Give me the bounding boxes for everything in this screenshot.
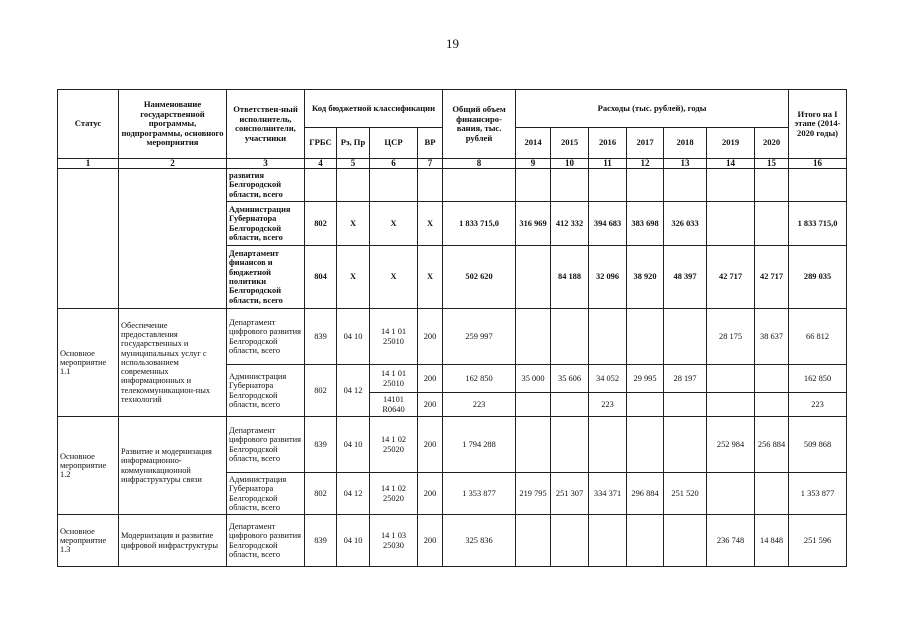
total-volume-cell: [443, 169, 516, 202]
year-value: 251 520: [664, 473, 707, 515]
responsible-cell: Департамент финансов и бюджетной политики Белгородской области, всего: [227, 246, 305, 309]
year-value: 34 052: [589, 365, 627, 393]
status-cell: [58, 169, 119, 309]
grbs-cell: 802: [305, 365, 337, 417]
header-rz-pr: Рз, Пр: [337, 128, 370, 159]
header-expenses: Расходы (тыс. рублей), годы: [516, 90, 789, 128]
header-itogo: Итого на I этапе (2014-2020 годы): [789, 90, 847, 159]
vr-cell: Х: [418, 202, 443, 246]
responsible-cell: Департамент цифрового развития Белгородской области, всего: [227, 515, 305, 567]
vr-cell: 200: [418, 309, 443, 365]
year-value: 223: [589, 393, 627, 417]
year-value: [755, 169, 789, 202]
itogo-cell: 66 812: [789, 309, 847, 365]
year-value: [664, 169, 707, 202]
column-number-row: [58, 159, 847, 169]
year-value: [755, 365, 789, 393]
grbs-cell: 802: [305, 202, 337, 246]
year-value: [516, 246, 551, 309]
vr-cell: 200: [418, 393, 443, 417]
year-value: 48 397: [664, 246, 707, 309]
col-number: 11: [589, 159, 627, 169]
header-responsible: Ответствен-ный исполнитель, соисполнители, участники: [227, 90, 305, 159]
col-number: 10: [551, 159, 589, 169]
total-volume-cell: 162 850: [443, 365, 516, 393]
year-value: [551, 309, 589, 365]
year-value: [627, 417, 664, 473]
page-number: 19: [446, 36, 459, 51]
table-row: [58, 515, 847, 567]
year-value: [755, 393, 789, 417]
status-cell: Основное мероприятие 1.2: [58, 417, 119, 515]
year-value: [589, 169, 627, 202]
table-row: [58, 417, 847, 473]
year-value: [516, 309, 551, 365]
itogo-cell: 162 850: [789, 365, 847, 393]
vr-cell: 200: [418, 515, 443, 567]
rz-pr-cell: [337, 169, 370, 202]
year-value: 35 000: [516, 365, 551, 393]
total-volume-cell: 223: [443, 393, 516, 417]
year-value: [664, 417, 707, 473]
header-vr: ВР: [418, 128, 443, 159]
vr-cell: Х: [418, 246, 443, 309]
itogo-cell: 509 868: [789, 417, 847, 473]
measure-name-cell: [119, 169, 227, 309]
header-grbs: ГРБС: [305, 128, 337, 159]
rz-pr-cell: Х: [337, 202, 370, 246]
col-number: 7: [418, 159, 443, 169]
header-name: Наименование государственной программы, подпрограммы, основного мероприятия: [119, 90, 227, 159]
year-value: [755, 473, 789, 515]
year-value: [551, 417, 589, 473]
year-value: [551, 169, 589, 202]
responsible-cell: Департамент цифрового развития Белгородской области, всего: [227, 309, 305, 365]
total-volume-cell: 325 836: [443, 515, 516, 567]
total-volume-cell: 259 997: [443, 309, 516, 365]
year-value: 412 332: [551, 202, 589, 246]
col-number: 12: [627, 159, 664, 169]
measure-name-cell: Развитие и модернизация информационно-коммуникационной инфраструктуры связи: [119, 417, 227, 515]
year-value: [707, 393, 755, 417]
year-value: 42 717: [707, 246, 755, 309]
responsible-cell: Администрация Губернатора Белгородской области, всего: [227, 202, 305, 246]
grbs-cell: 839: [305, 417, 337, 473]
total-volume-cell: 502 620: [443, 246, 516, 309]
year-value: [589, 309, 627, 365]
year-value: 334 371: [589, 473, 627, 515]
rz-pr-cell: 04 12: [337, 473, 370, 515]
year-value: 252 984: [707, 417, 755, 473]
csr-cell: 14 1 01 25010: [370, 365, 418, 393]
year-value: 28 175: [707, 309, 755, 365]
responsible-cell: Администрация Губернатора Белгородской области, всего: [227, 365, 305, 417]
header-year: 2017: [627, 128, 664, 159]
csr-cell: 14 1 02 25020: [370, 473, 418, 515]
responsible-cell: развития Белгородской области, всего: [227, 169, 305, 202]
year-value: 326 033: [664, 202, 707, 246]
status-cell: Основное мероприятие 1.1: [58, 309, 119, 417]
year-value: 316 969: [516, 202, 551, 246]
year-value: [707, 473, 755, 515]
year-value: 14 848: [755, 515, 789, 567]
col-number: 13: [664, 159, 707, 169]
rz-pr-cell: 04 10: [337, 309, 370, 365]
rz-pr-cell: 04 10: [337, 417, 370, 473]
header-year: 2019: [707, 128, 755, 159]
header-csr: ЦСР: [370, 128, 418, 159]
year-value: [516, 393, 551, 417]
total-volume-cell: 1 353 877: [443, 473, 516, 515]
csr-cell: 14 1 02 25020: [370, 417, 418, 473]
col-number: 3: [227, 159, 305, 169]
header-year: 2016: [589, 128, 627, 159]
csr-cell: 14 1 03 25030: [370, 515, 418, 567]
col-number: 14: [707, 159, 755, 169]
grbs-cell: 839: [305, 309, 337, 365]
header-year: 2015: [551, 128, 589, 159]
csr-cell: 14101 R0640: [370, 393, 418, 417]
itogo-cell: 223: [789, 393, 847, 417]
vr-cell: 200: [418, 417, 443, 473]
year-value: 32 096: [589, 246, 627, 309]
total-volume-cell: 1 833 715,0: [443, 202, 516, 246]
year-value: [627, 169, 664, 202]
col-number: 5: [337, 159, 370, 169]
year-value: [627, 393, 664, 417]
grbs-cell: 804: [305, 246, 337, 309]
header-total-volume: Общий объем финансиро-вания, тыс. рублей: [443, 90, 516, 159]
header-year: 2014: [516, 128, 551, 159]
year-value: 38 637: [755, 309, 789, 365]
year-value: 42 717: [755, 246, 789, 309]
rz-pr-cell: Х: [337, 246, 370, 309]
csr-cell: [370, 169, 418, 202]
csr-cell: 14 1 01 25010: [370, 309, 418, 365]
grbs-cell: [305, 169, 337, 202]
year-value: 251 307: [551, 473, 589, 515]
year-value: [627, 515, 664, 567]
col-number: 16: [789, 159, 847, 169]
year-value: 236 748: [707, 515, 755, 567]
col-number: 9: [516, 159, 551, 169]
year-value: 296 884: [627, 473, 664, 515]
itogo-cell: [789, 169, 847, 202]
year-value: [755, 202, 789, 246]
header-year: 2018: [664, 128, 707, 159]
year-value: 256 884: [755, 417, 789, 473]
year-value: [664, 393, 707, 417]
vr-cell: 200: [418, 365, 443, 393]
vr-cell: 200: [418, 473, 443, 515]
csr-cell: Х: [370, 246, 418, 309]
measure-name-cell: Обеспечение предоставления государственных и муниципальных услуг с использованием современных информационных и телекоммуникацион-ных технологий: [119, 309, 227, 417]
year-value: [627, 309, 664, 365]
year-value: [707, 169, 755, 202]
header-year: 2020: [755, 128, 789, 159]
year-value: [707, 365, 755, 393]
rz-pr-cell: 04 10: [337, 515, 370, 567]
year-value: 35 606: [551, 365, 589, 393]
table-row: [58, 309, 847, 365]
measure-name-cell: Модернизация и развитие цифровой инфраструктуры: [119, 515, 227, 567]
col-number: 15: [755, 159, 789, 169]
header-budget-code: Код бюджетной классификации: [305, 90, 443, 128]
status-cell: Основное мероприятие 1.3: [58, 515, 119, 567]
csr-cell: Х: [370, 202, 418, 246]
col-number: 8: [443, 159, 516, 169]
year-value: 29 995: [627, 365, 664, 393]
year-value: 383 698: [627, 202, 664, 246]
responsible-cell: Администрация Губернатора Белгородской области, всего: [227, 473, 305, 515]
year-value: 394 683: [589, 202, 627, 246]
grbs-cell: 802: [305, 473, 337, 515]
col-number: 2: [119, 159, 227, 169]
col-number: 4: [305, 159, 337, 169]
year-value: [516, 417, 551, 473]
grbs-cell: 839: [305, 515, 337, 567]
itogo-cell: 289 035: [789, 246, 847, 309]
year-value: 219 795: [516, 473, 551, 515]
itogo-cell: 1 833 715,0: [789, 202, 847, 246]
year-value: 28 197: [664, 365, 707, 393]
year-value: [516, 169, 551, 202]
year-value: [707, 202, 755, 246]
year-value: [589, 417, 627, 473]
year-value: [516, 515, 551, 567]
year-value: 84 188: [551, 246, 589, 309]
itogo-cell: 251 596: [789, 515, 847, 567]
year-value: [589, 515, 627, 567]
year-value: [664, 309, 707, 365]
year-value: 38 920: [627, 246, 664, 309]
year-value: [664, 515, 707, 567]
total-volume-cell: 1 794 288: [443, 417, 516, 473]
col-number: 6: [370, 159, 418, 169]
header-status: Статус: [58, 90, 119, 159]
year-value: [551, 515, 589, 567]
rz-pr-cell: 04 12: [337, 365, 370, 417]
itogo-cell: 1 353 877: [789, 473, 847, 515]
col-number: 1: [58, 159, 119, 169]
budget-table: [57, 89, 847, 567]
vr-cell: [418, 169, 443, 202]
responsible-cell: Департамент цифрового развития Белгородской области, всего: [227, 417, 305, 473]
table-row: [58, 169, 847, 202]
year-value: [551, 393, 589, 417]
